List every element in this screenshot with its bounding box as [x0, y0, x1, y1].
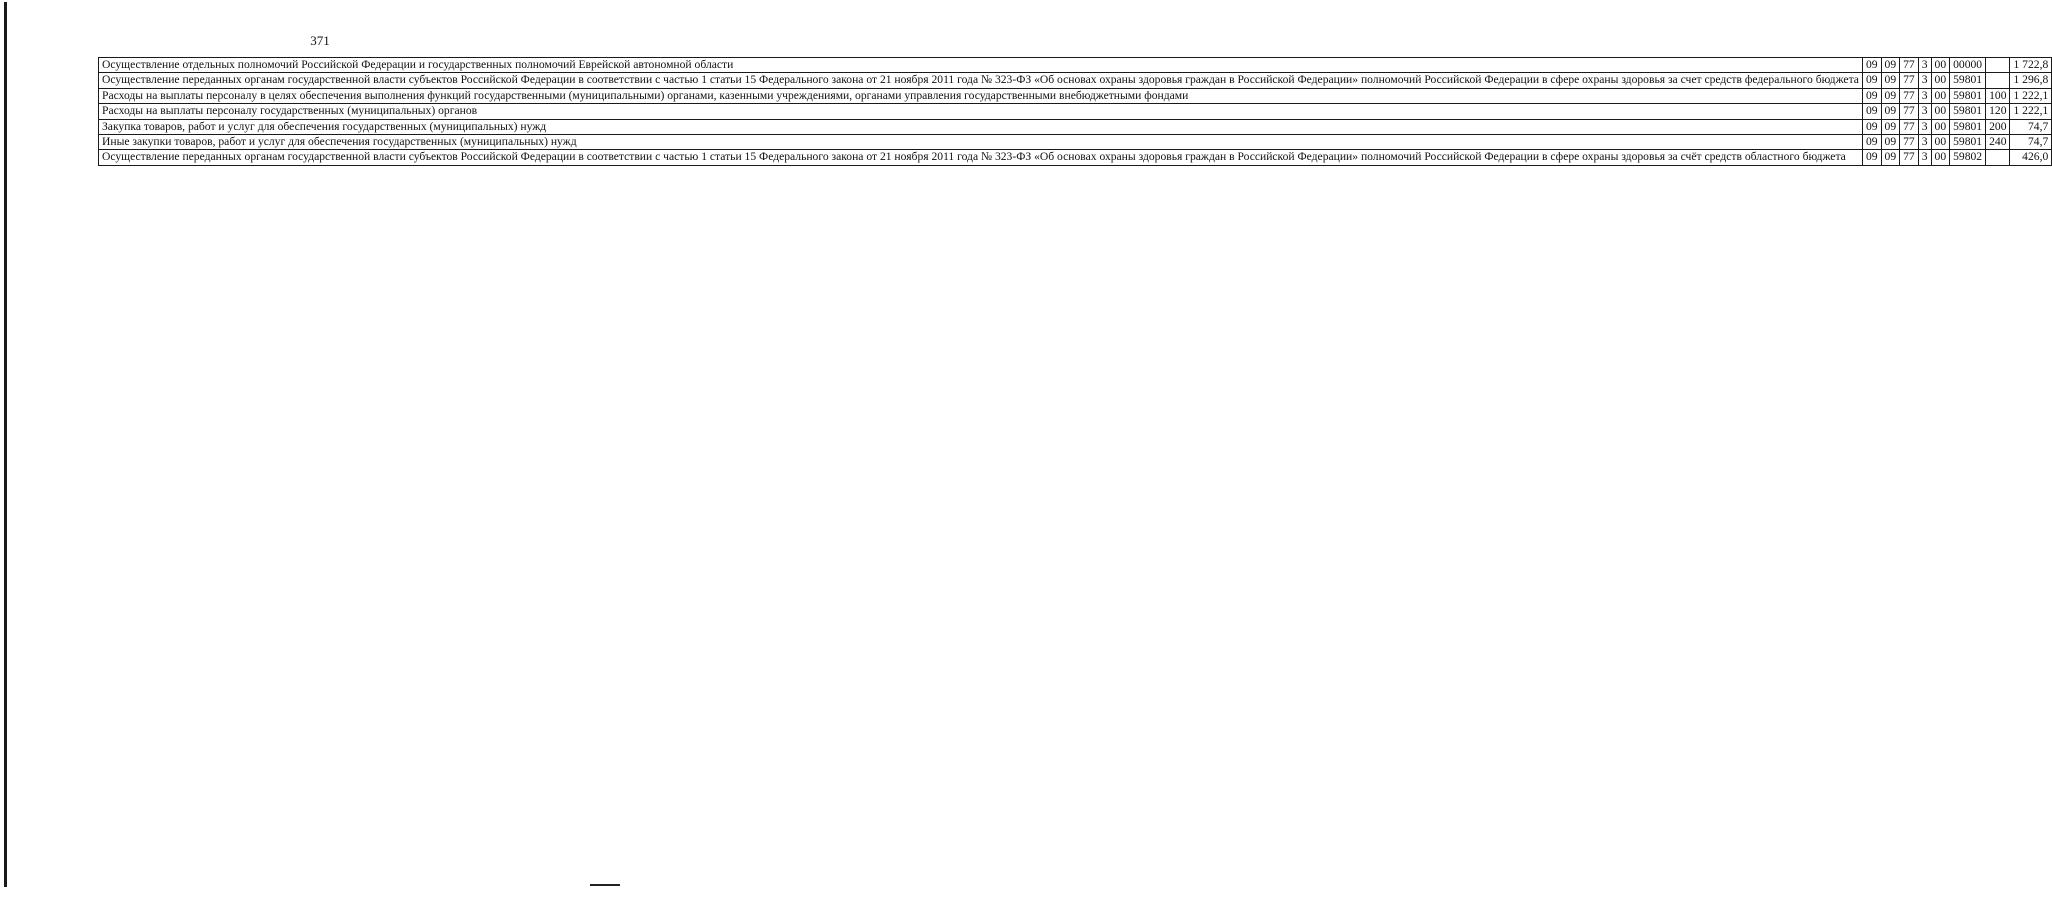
amount: 1 222,1 [2010, 104, 2052, 119]
table-row [99, 58, 2052, 73]
expense-type-code: 240 [1986, 135, 2010, 150]
row-name: Расходы на выплаты персоналу государственных (муниципальных) органов [99, 104, 1863, 119]
amount: 74,7 [2010, 135, 2052, 150]
program-code: 77 [1900, 58, 1919, 73]
direction-code: 59801 [1950, 135, 1986, 150]
page-number: 371 [310, 33, 330, 48]
subsection-code: 09 [1881, 150, 1900, 165]
table-row [99, 150, 2052, 165]
bottom-right-rule [590, 884, 620, 886]
table-row [99, 119, 2052, 134]
subsection-code: 09 [1881, 73, 1900, 88]
subprogram-code: 3 [1918, 119, 1931, 134]
subprogram-code: 3 [1918, 88, 1931, 103]
amount: 1 222,1 [2010, 88, 2052, 103]
event-code: 00 [1931, 150, 1950, 165]
table-row [99, 88, 2052, 103]
program-code: 77 [1900, 73, 1919, 88]
row-name: Расходы на выплаты персоналу в целях обеспечения выполнения функций государственными (муниципальными) органами, казенными учреждениями, органами управления государственными внебюджетными фондами [99, 88, 1863, 103]
event-code: 00 [1931, 104, 1950, 119]
section-code: 09 [1862, 135, 1881, 150]
row-name: Осуществление переданных органам государственной власти субъектов Российской Федерации в соответствии с частью 1 статьи 15 Федерального закона от 21 ноября 2011 года № 323-ФЗ «Об основах охраны здоровья граждан в Российской Федерации» полномочий Российской Федерации в сфере охраны здоровья за счет средств федерального бюджета [99, 73, 1863, 88]
subprogram-code: 3 [1918, 73, 1931, 88]
expense-type-code [1986, 58, 2010, 73]
row-name: Иные закупки товаров, работ и услуг для обеспечения государственных (муниципальных) нужд [99, 135, 1863, 150]
event-code: 00 [1931, 135, 1950, 150]
row-name: Осуществление отдельных полномочий Российской Федерации и государственных полномочий Еврейской автономной области [99, 58, 1863, 73]
subsection-code: 09 [1881, 119, 1900, 134]
section-code: 09 [1862, 119, 1881, 134]
amount: 1 296,8 [2010, 73, 2052, 88]
left-margin-bar [4, 2, 7, 887]
amount: 74,7 [2010, 119, 2052, 134]
subsection-code: 09 [1881, 104, 1900, 119]
subprogram-code: 3 [1918, 104, 1931, 119]
section-code: 09 [1862, 150, 1881, 165]
expense-type-code [1986, 150, 2010, 165]
section-code: 09 [1862, 58, 1881, 73]
program-code: 77 [1900, 88, 1919, 103]
section-code: 09 [1862, 88, 1881, 103]
program-code: 77 [1900, 104, 1919, 119]
amount: 1 722,8 [2010, 58, 2052, 73]
budget-table [98, 57, 2052, 166]
direction-code: 00000 [1950, 58, 1986, 73]
table-row [99, 73, 2052, 88]
expense-type-code [1986, 73, 2010, 88]
program-code: 77 [1900, 119, 1919, 134]
row-name: Осуществление переданных органам государственной власти субъектов Российской Федерации в соответствии с частью 1 статьи 15 Федерального закона от 21 ноября 2011 года № 323-ФЗ «Об основах охраны здоровья граждан в Российской Федерации» полномочий Российской Федерации в сфере охраны здоровья за счёт средств областного бюджета [99, 150, 1863, 165]
expense-type-code: 100 [1986, 88, 2010, 103]
program-code: 77 [1900, 150, 1919, 165]
direction-code: 59801 [1950, 73, 1986, 88]
subprogram-code: 3 [1918, 58, 1931, 73]
table-row [99, 135, 2052, 150]
amount: 426,0 [2010, 150, 2052, 165]
expense-type-code: 120 [1986, 104, 2010, 119]
program-code: 77 [1900, 135, 1919, 150]
event-code: 00 [1931, 58, 1950, 73]
direction-code: 59801 [1950, 104, 1986, 119]
direction-code: 59801 [1950, 88, 1986, 103]
event-code: 00 [1931, 73, 1950, 88]
event-code: 00 [1931, 88, 1950, 103]
expense-type-code: 200 [1986, 119, 2010, 134]
row-name: Закупка товаров, работ и услуг для обеспечения государственных (муниципальных) нужд [99, 119, 1863, 134]
table-row [99, 104, 2052, 119]
subsection-code: 09 [1881, 58, 1900, 73]
subsection-code: 09 [1881, 88, 1900, 103]
section-code: 09 [1862, 104, 1881, 119]
direction-code: 59802 [1950, 150, 1986, 165]
direction-code: 59801 [1950, 119, 1986, 134]
event-code: 00 [1931, 119, 1950, 134]
section-code: 09 [1862, 73, 1881, 88]
subsection-code: 09 [1881, 135, 1900, 150]
subprogram-code: 3 [1918, 135, 1931, 150]
subprogram-code: 3 [1918, 150, 1931, 165]
